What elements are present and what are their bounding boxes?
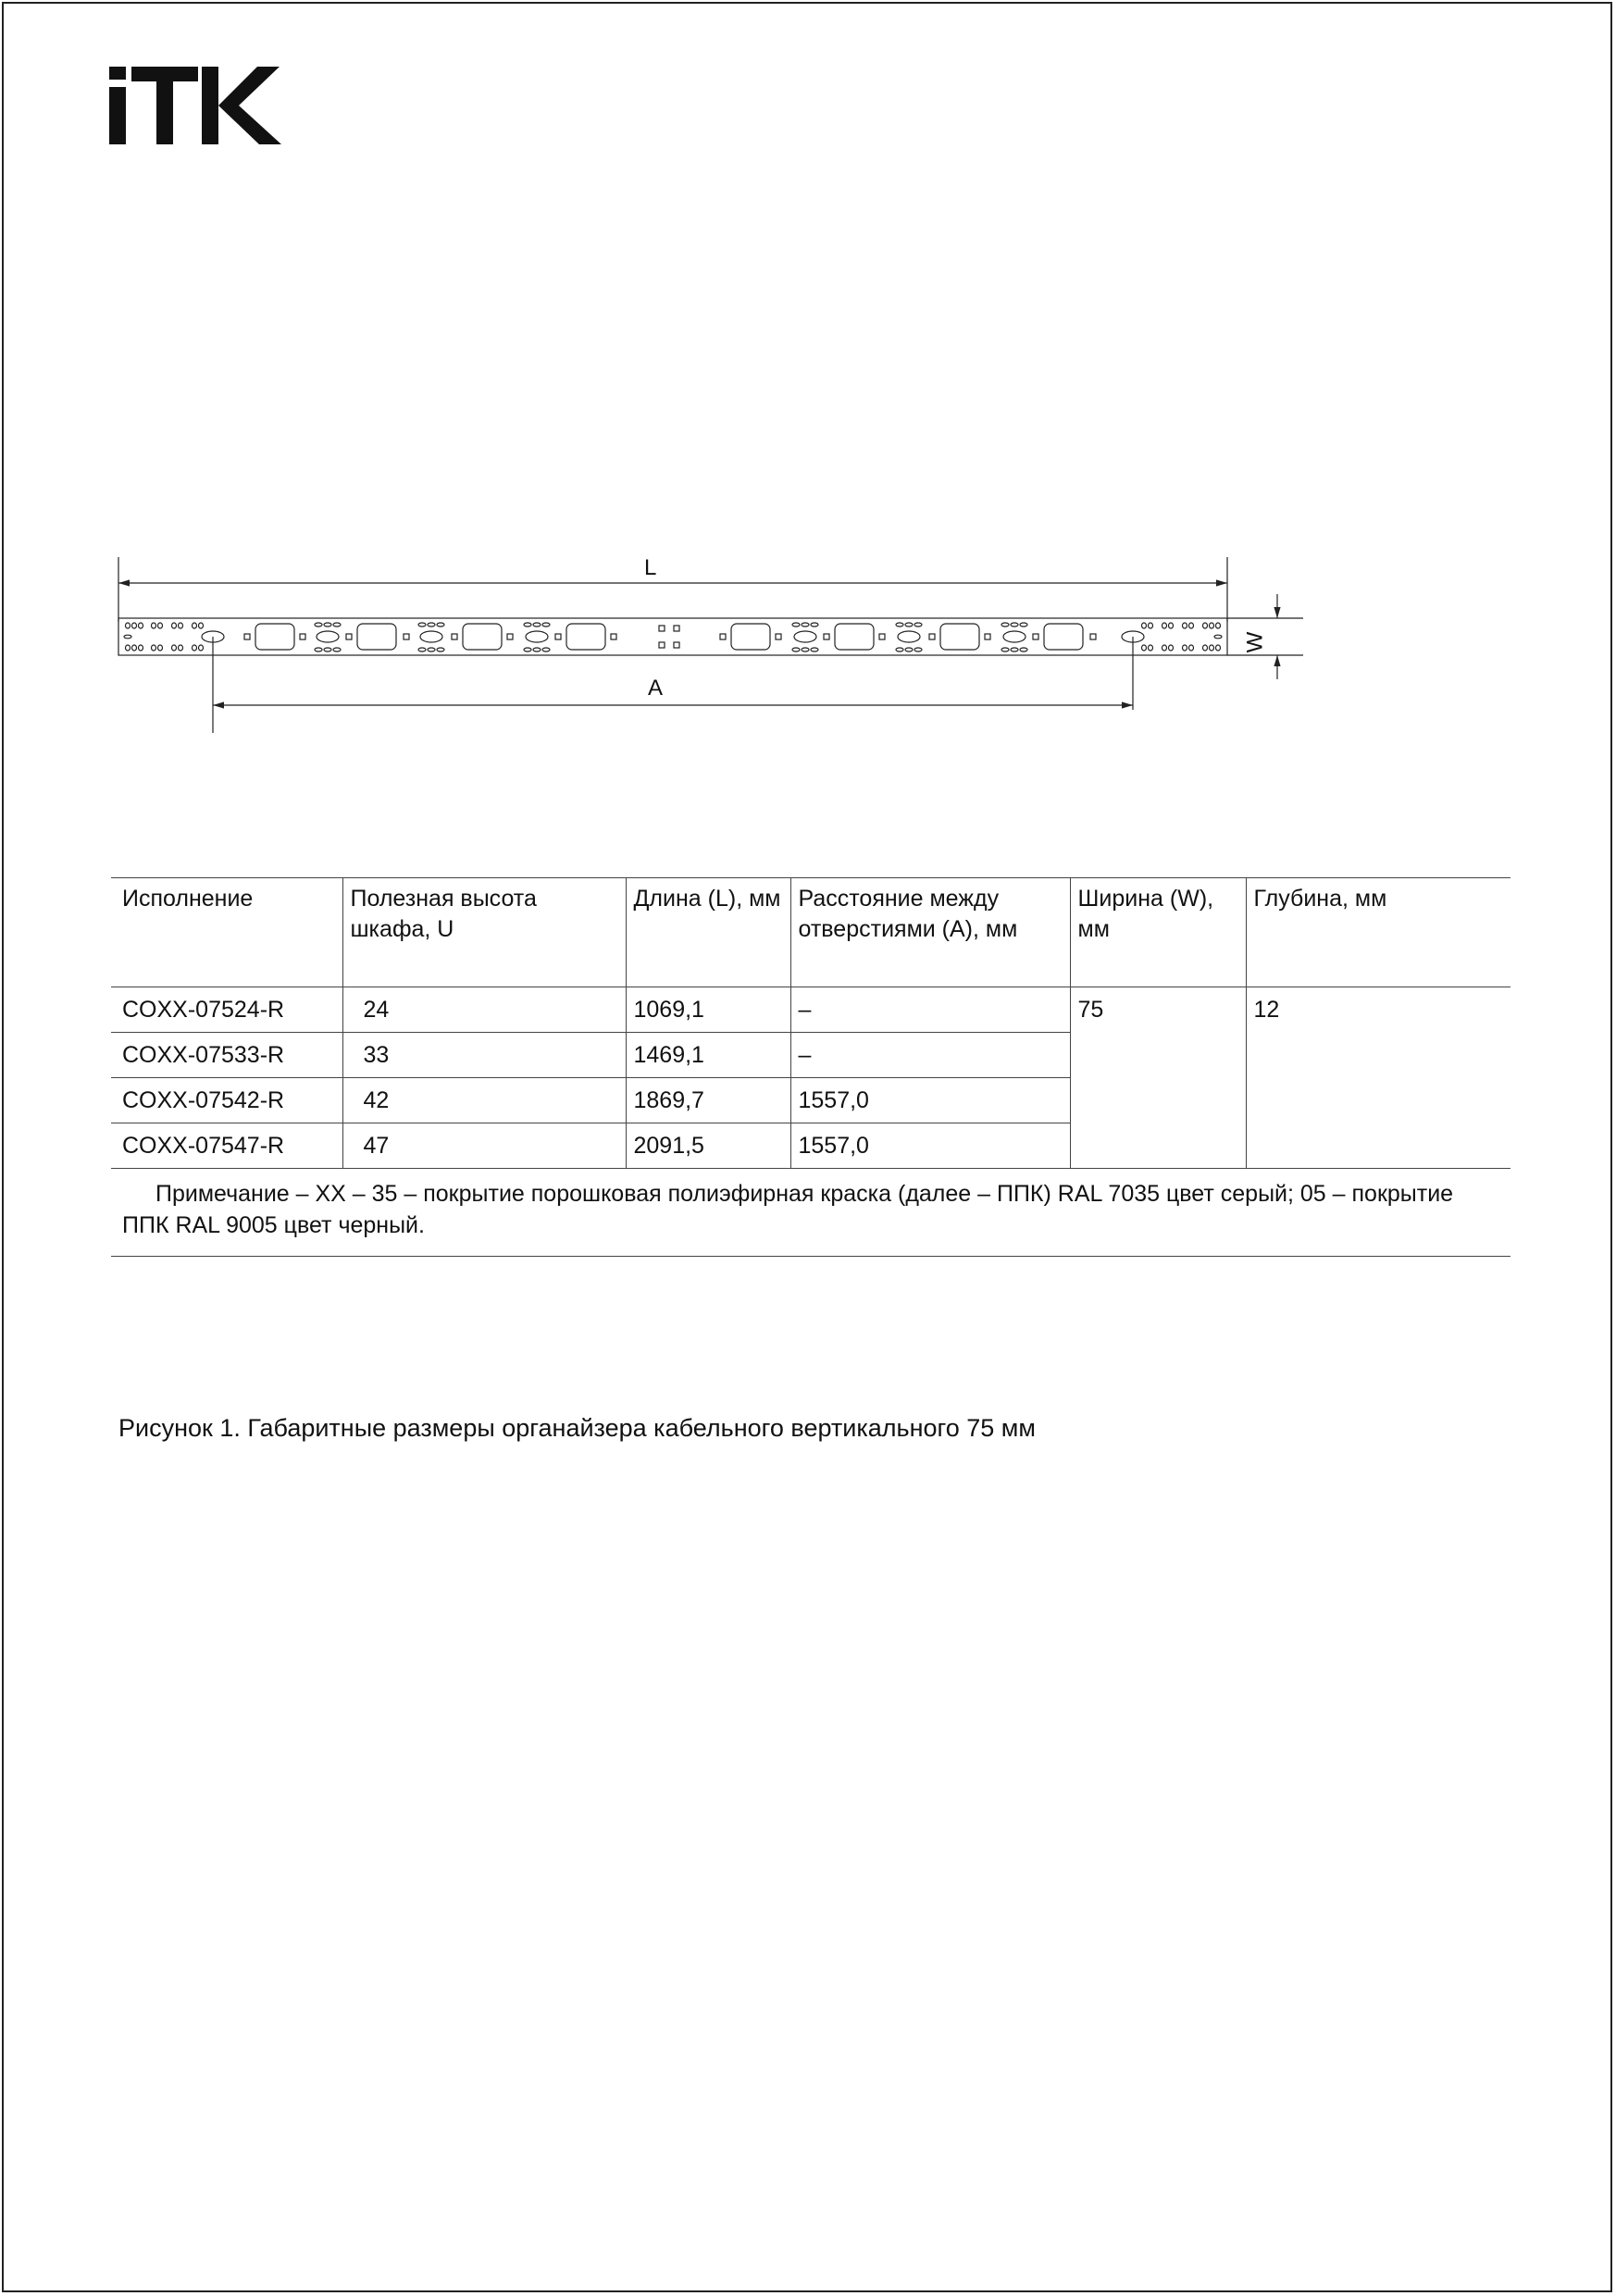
table-header-row [111, 878, 1510, 987]
header-width: Ширина (W), мм [1070, 878, 1246, 987]
cell-hole-distance: 1557,0 [790, 1123, 1070, 1169]
specification-table [111, 877, 1510, 1257]
table-note-text: Примечание – ХХ – 35 – покрытие порошковая полиэфирная краска (далее – ППК) RAL 7035 цвет серый; 05 – покрытие ППК RAL 9005 цвет черный. [122, 1181, 1454, 1238]
cell-hole-distance: 1557,0 [790, 1078, 1070, 1123]
cell-height-u: 47 [342, 1123, 626, 1169]
table-note-row [111, 1169, 1510, 1257]
dimension-label-width: W [1242, 631, 1268, 653]
header-height-u: Полезная высота шкафа, U [342, 878, 626, 987]
dimension-label-hole-distance: A [648, 676, 664, 701]
header-depth: Глубина, мм [1246, 878, 1510, 987]
cell-depth: 12 [1246, 987, 1510, 1169]
table-note [111, 1169, 1510, 1257]
cell-hole-distance: – [790, 1033, 1070, 1078]
figure-caption: Рисунок 1. Габаритные размеры органайзера кабельного вертикального 75 мм [118, 1414, 1036, 1442]
cell-length: 1069,1 [626, 987, 790, 1033]
cell-height-u: 42 [342, 1078, 626, 1123]
cell-length: 1869,7 [626, 1078, 790, 1123]
cell-model: COXX-07542-R [111, 1078, 342, 1123]
header-hole-distance: Расстояние между отверстиями (А), мм [790, 878, 1070, 987]
cell-height-u: 33 [342, 1033, 626, 1078]
cell-model: COXX-07524-R [111, 987, 342, 1033]
cell-width: 75 [1070, 987, 1246, 1169]
organizer-drawing [109, 548, 1312, 742]
cell-hole-distance: – [790, 987, 1070, 1033]
cell-model: COXX-07547-R [111, 1123, 342, 1169]
itk-logo [109, 67, 281, 152]
cell-model: COXX-07533-R [111, 1033, 342, 1078]
cell-length: 2091,5 [626, 1123, 790, 1169]
table-row [111, 987, 1510, 1033]
header-model: Исполнение [111, 878, 342, 987]
dimension-label-length: L [644, 555, 657, 580]
header-length: Длина (L), мм [626, 878, 790, 987]
cell-height-u: 24 [342, 987, 626, 1033]
cell-length: 1469,1 [626, 1033, 790, 1078]
